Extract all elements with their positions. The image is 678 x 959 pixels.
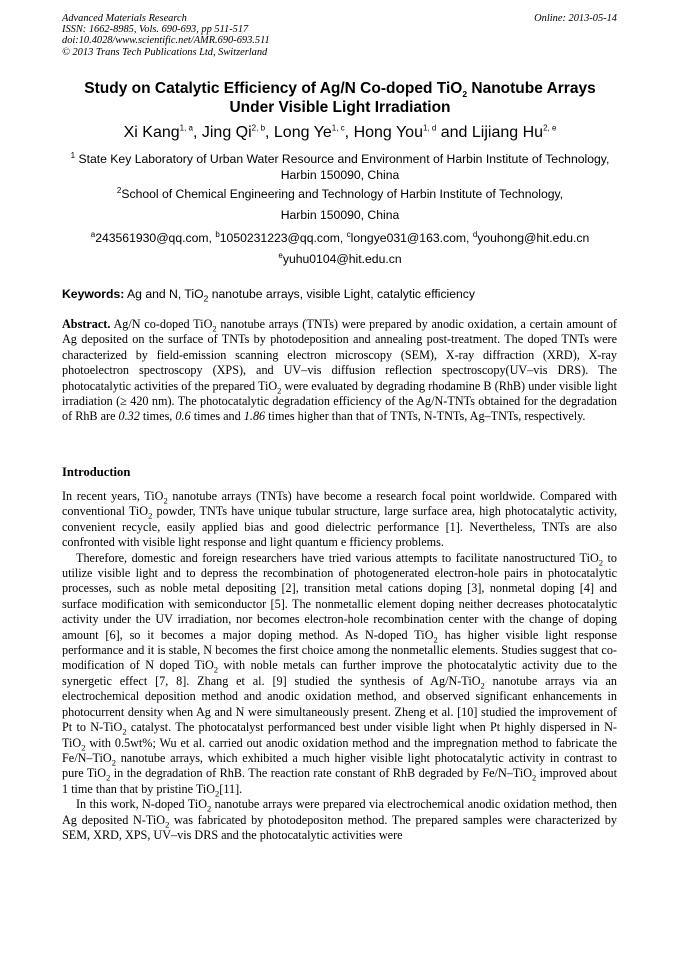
- paragraph: Therefore, domestic and foreign researchers have tried various attempts to facilitate nanostructured TiO$_2$ to utilize visible light and to depress the recombination of photogenerated electron-hole pairs in photocatalytic processes, such as noble metal depositing [2], transition metal cations doping [3], nonmetal doping [4] and surface modification with semiconductor [5]. The nonmetallic element doping neither decreases photocatalytic activity under the UV irradiation, nor becomes electron-hole recombination center with the change of doping amount [6], so it becomes a major doping method. As N-doped TiO$_2$ has higher visible light response performance and it is stable, N becomes the first choice among the nonmetallic elements. Studies suggest that co-modification of N doped TiO$_2$ with noble metals can further improve the photocatalytic activity due to the synergetic effect [7, 8]. Zhang et al. [9] studied the synthesis of Ag/N-TiO$_2$ nanotube arrays via an electrochemical deposition method and anodic oxidation method, and observed significant enhancements in photocurrent density when Ag and N were simultaneously present. Zheng et al. [10] studied the improvement of Pt to N-TiO$_2$ catalyst. The photocatalyst performanced best under visible light when Pt highly dispersed in N-TiO$_2$ with 0.5wt%; Wu et al. carried out anodic oxidation method and the impregnation method to fabricate the Fe/N–TiO$_2$ nanotube arrays, which exhibited a much higher visible light photocatalytic activity in contrast to pure TiO$_2$ in the degradation of RhB. The reaction rate constant of RhB degraded by Fe/N–TiO$_2$ improved about 1 time than that by pristine TiO$_2$[11].: [62, 550, 618, 799]
- issn-line: ISSN: 1662-8985, Vols. 690-693, pp 511-517: [62, 24, 249, 36]
- author: Xi Kang$^{1, a}$,: [123, 123, 202, 141]
- email: $^d$youhong@hit.edu.cn: [472, 229, 590, 245]
- email: $^c$longye031@163.com,: [346, 229, 473, 245]
- email: $^a$243561930@qq.com,: [90, 229, 216, 245]
- author-list: [40, 123, 640, 143]
- affiliation-2: $^2$School of Chemical Engineering and Technology of Harbin Institute of Technology, Harbin 150090, China: [116, 185, 564, 222]
- author: Hong You$^{1, d}$ and: [353, 123, 472, 141]
- email: $^e$yuhu0104@hit.edu.cn: [278, 250, 402, 266]
- author: Jing Qi$^{2, b}$,: [201, 123, 274, 141]
- affiliation-1: $^1$ State Key Laboratory of Urban Water Resource and Environment of Harbin Institute of Technology, Harbin 150090, China: [70, 150, 610, 182]
- title-line-2: Under Visible Light Irradiation: [229, 99, 451, 116]
- doi-line: doi:10.4028/www.scientific.net/AMR.690-693.511: [62, 35, 270, 47]
- email-list: [40, 230, 640, 267]
- running-header: [62, 13, 617, 58]
- keywords: Keywords: Ag and N, TiO$_2$ nanotube arrays, visible Light, catalytic efficiency: [62, 287, 475, 304]
- journal-name: Advanced Materials Research: [62, 13, 187, 24]
- copyright-line: © 2013 Trans Tech Publications Ltd, Switzerland: [62, 46, 268, 58]
- title-line-1: Study on Catalytic Efficiency of Ag/N Co-doped TiO$_2$ Nanotube Arrays: [84, 80, 596, 100]
- author: Long Ye$^{1, c}$,: [273, 123, 354, 141]
- section-heading-introduction: Introduction: [62, 465, 131, 479]
- author: Lijiang Hu$^{2, e}$: [471, 123, 557, 141]
- abstract-label: Abstract.: [62, 317, 111, 331]
- paper-title: [40, 79, 640, 117]
- online-date: Online: 2013-05-14: [534, 13, 617, 24]
- abstract: Abstract. Ag/N co-doped TiO$_2$ nanotube arrays (TNTs) were prepared by anodic oxidation, a certain amount of Ag deposited on the surface of TNTs by photodeposition and annealing post-treatment. The doped TNTs were characterized by field-emission scanning electron microscopy (SEM), X-ray diffraction (XRD), X-ray photoelectron spectroscopy (XPS), and UV–vis diffusion reflection spectroscopy(UV–vis DRS). The photocatalytic activities of the prepared TiO$_2$ were evaluated by degrading rhodamine B (RhB) under visible light irradiation (≥ 420 nm). The photocatalytic degradation efficiency of the Ag/N-TNTs obtained for the degradation of RhB are 0.32 times, 0.6 times and 1.86 times higher than that of TNTs, N-TNTs, Ag–TNTs, respectively.: [62, 317, 617, 424]
- introduction-body: [62, 489, 617, 843]
- email: $^b$1050231223@qq.com,: [215, 229, 347, 245]
- paragraph: In this work, N-doped TiO$_2$ nanotube arrays were prepared via electrochemical anodic oxidation method, then Ag deposited N-TiO$_2$ was fabricated by photodepositon method. The prepared samples were characterized by SEM, XRD, XPS, UV–vis DRS and the photocatalytic activities were: [62, 797, 618, 842]
- keywords-label: Keywords:: [62, 287, 125, 301]
- paragraph: In recent years, TiO$_2$ nanotube arrays (TNTs) have become a research focal point worldwide. Compared with conventional TiO$_2$ powder, TNTs have unique tubular structure, large surface area, high photocatalytic activity, convenient recycle, easily applied bias and good dielectric performance [1]. Nevertheless, TNTs are also confronted with visible light response and light quantum e fficiency problems.: [62, 489, 618, 550]
